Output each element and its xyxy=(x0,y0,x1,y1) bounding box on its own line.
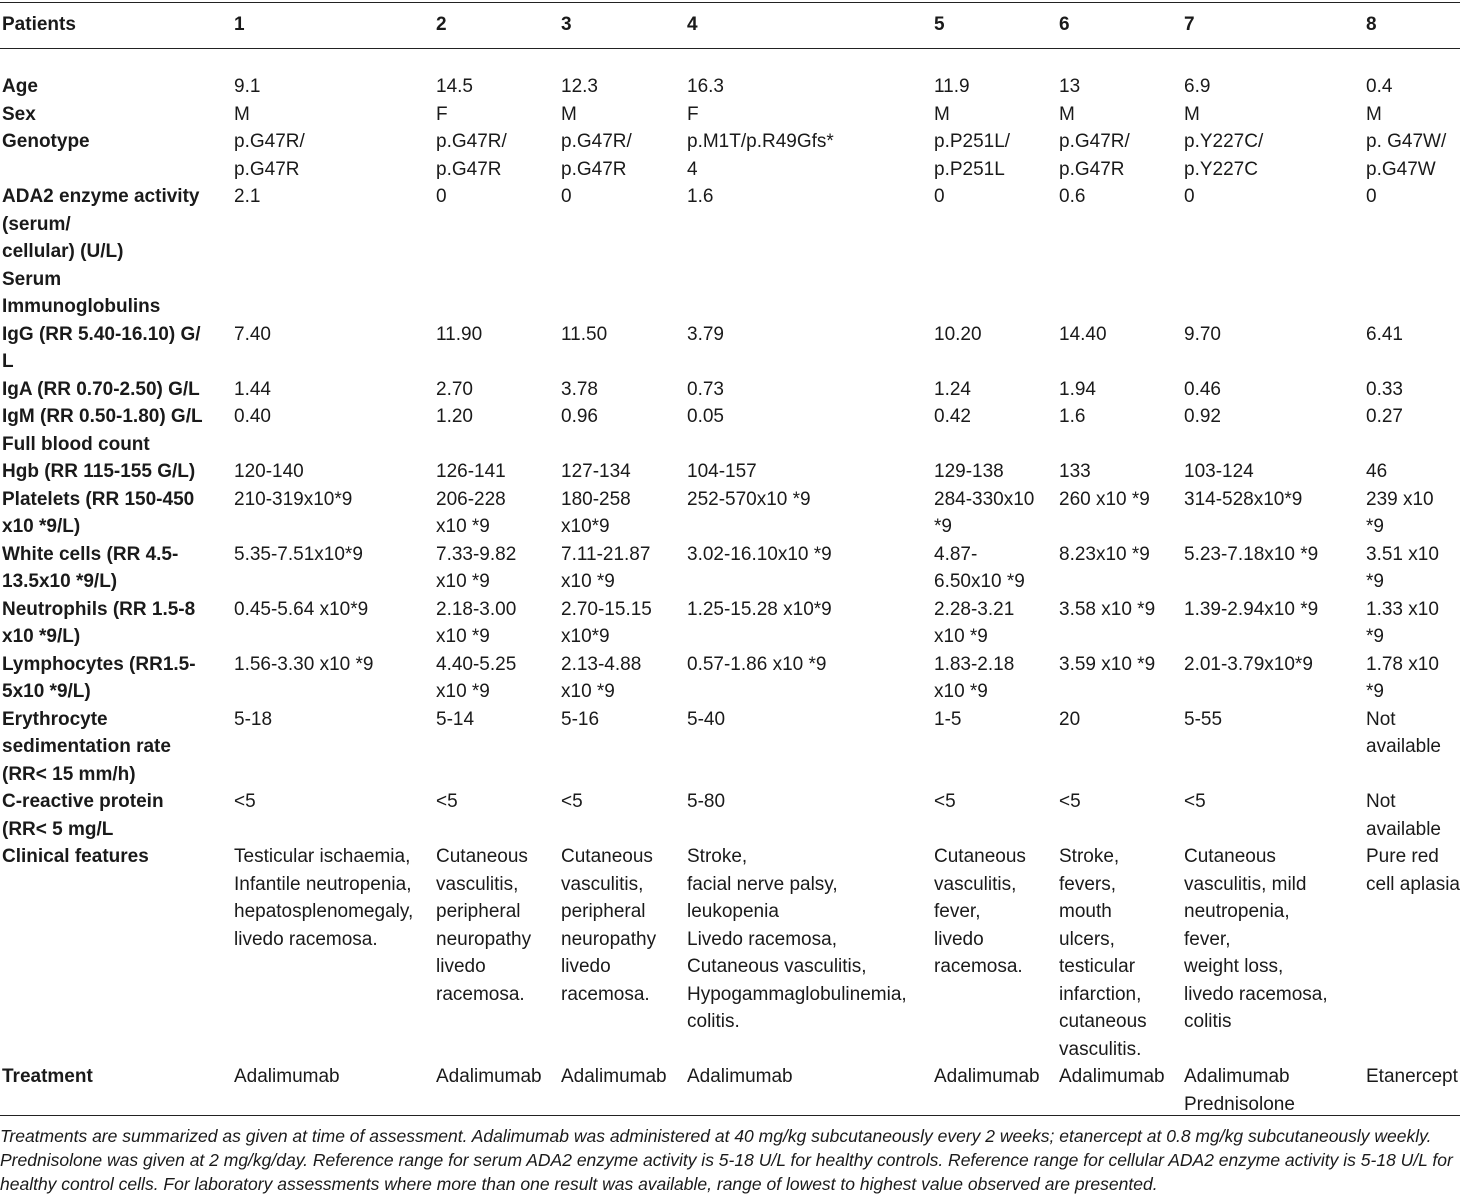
table-cell: 0.46 xyxy=(1184,378,1221,400)
table-cell: 2.13-4.88 x10 *9 xyxy=(561,653,642,702)
patients-table xyxy=(0,8,1460,1118)
table-cell: 3.02-16.10x10 *9 xyxy=(687,543,832,565)
header-patient-3: 3 xyxy=(561,14,572,35)
table-cell: Cutaneous vasculitis, peripheral neuropathy livedo racemosa. xyxy=(561,846,657,1005)
table-cell xyxy=(1057,266,1182,321)
row-label: Sex xyxy=(2,103,36,125)
table-cell: Cutaneous vasculitis, fever, livedo racemosa. xyxy=(934,846,1026,977)
table-cell: 206-228 x10 *9 xyxy=(436,488,506,537)
table-cell: 2.28-3.21 x10 *9 xyxy=(934,598,1015,647)
table-cell: Not available xyxy=(1366,791,1441,840)
table-cell xyxy=(434,431,559,459)
table-cell xyxy=(559,266,685,321)
table-cell: 12.3 xyxy=(561,76,598,97)
table-cell: 5-40 xyxy=(687,708,726,730)
header-patient-5: 5 xyxy=(934,14,945,35)
row-label: White cells (RR 4.5- 13.5x10 *9/L) xyxy=(2,543,179,592)
table-cell xyxy=(1182,266,1364,321)
table-cell: Adalimumab xyxy=(234,1066,340,1087)
row-label: Age xyxy=(2,76,38,97)
table-cell: 126-141 xyxy=(436,461,506,482)
table-cell: 2.01-3.79x10*9 xyxy=(1184,653,1313,675)
table-cell: 2.70-15.15 x10*9 xyxy=(561,598,652,647)
row-label: Clinical features xyxy=(2,846,149,867)
table-cell: 0.57-1.86 x10 *9 xyxy=(687,653,827,675)
table-cell: 252-570x10 *9 xyxy=(687,488,811,510)
table-cell: 14.40 xyxy=(1059,323,1107,345)
table-cell: Adalimumab xyxy=(561,1066,667,1087)
table-cell: 0.4 xyxy=(1366,76,1393,97)
table-cell: 11.90 xyxy=(436,323,483,345)
table-row xyxy=(0,403,1460,431)
table-cell: 4.87- 6.50x10 *9 xyxy=(934,543,1025,592)
table-cell: 0.92 xyxy=(1184,406,1221,427)
header-patient-4: 4 xyxy=(687,14,698,35)
table-cell: Stroke, fevers, mouth ulcers, testicular infarction, cutaneous vasculitis. xyxy=(1059,846,1147,1060)
header-patient-1: 1 xyxy=(234,14,245,35)
table-cell: 239 x10 *9 xyxy=(1366,488,1434,537)
row-label: Serum Immunoglobulins xyxy=(2,268,161,317)
row-label: Hgb (RR 115-155 G/L) xyxy=(2,461,196,482)
table-cell: M xyxy=(1059,103,1075,125)
table-cell: Adalimumab xyxy=(436,1066,542,1087)
table-cell: p.M1T/p.R49Gfs* 4 xyxy=(687,131,834,180)
table-cell: <5 xyxy=(436,791,458,812)
table-cell: 11.50 xyxy=(561,323,608,345)
table-cell xyxy=(232,431,434,459)
table-cell: 5-55 xyxy=(1184,708,1223,730)
table-row xyxy=(0,843,1460,1063)
table-cell: F xyxy=(687,103,699,125)
top-rule xyxy=(0,2,1460,3)
row-label: IgA (RR 0.70-2.50) G/L xyxy=(2,378,200,400)
table-cell xyxy=(685,266,932,321)
table-cell: Stroke, facial nerve palsy, leukopenia Livedo racemosa, Cutaneous vasculitis, Hypogammaglobulinemia, colitis. xyxy=(687,846,907,1032)
table-cell: Cutaneous vasculitis, mild neutropenia, fever, weight loss, livedo racemosa, colitis xyxy=(1184,846,1328,1032)
table-cell: Adalimumab Prednisolone xyxy=(1184,1066,1295,1115)
table-cell: 1.44 xyxy=(234,378,271,400)
table-cell: p.G47R/ p.G47R xyxy=(561,131,632,180)
table-cell: p. G47W/ p.G47W xyxy=(1366,131,1447,180)
row-label: Full blood count xyxy=(2,433,150,455)
table-cell: p.P251L/ p.P251L xyxy=(934,131,1011,180)
table-cell: 1.6 xyxy=(687,186,714,207)
table-row xyxy=(0,266,1460,321)
table-cell: 120-140 xyxy=(234,461,304,482)
table-cell: Testicular ischaemia, Infantile neutropenia, hepatosplenomegaly, livedo racemosa. xyxy=(234,846,414,950)
table-cell: <5 xyxy=(934,791,956,812)
table-cell: 0.05 xyxy=(687,406,724,427)
table-cell: 1.24 xyxy=(934,378,971,400)
table-cell: 6.41 xyxy=(1366,323,1403,345)
table-cell: 9.70 xyxy=(1184,323,1221,345)
table-cell: 6.9 xyxy=(1184,76,1211,97)
table-cell: 4.40-5.25 x10 *9 xyxy=(436,653,517,702)
row-label: Neutrophils (RR 1.5-8 x10 *9/L) xyxy=(2,598,196,647)
table-cell xyxy=(685,431,932,459)
table-cell: 7.40 xyxy=(234,323,271,345)
table-row xyxy=(0,101,1460,129)
table-cell: 1.20 xyxy=(436,406,473,427)
table-cell: 0 xyxy=(436,186,447,207)
table-cell xyxy=(1364,431,1460,459)
table-cell: 2.1 xyxy=(234,186,261,207)
table-cell: p.G47R/ p.G47R xyxy=(1059,131,1130,180)
table-cell: <5 xyxy=(1184,791,1206,812)
table-cell: 5.35-7.51x10*9 xyxy=(234,543,363,565)
table-cell: 1.78 x10 *9 xyxy=(1366,653,1439,702)
header-patient-6: 6 xyxy=(1059,14,1070,35)
table-cell: 5-80 xyxy=(687,791,726,812)
row-label: ADA2 enzyme activity (serum/ cellular) (U/L) xyxy=(2,186,200,262)
table-cell: 0.27 xyxy=(1366,406,1403,427)
table-cell: 0 xyxy=(934,186,945,207)
table-cell: 3.78 xyxy=(561,378,598,400)
table-cell xyxy=(434,266,559,321)
table-cell: F xyxy=(436,103,448,125)
table-cell: Adalimumab xyxy=(934,1066,1040,1087)
table-cell: M xyxy=(934,103,950,125)
table-cell: 11.9 xyxy=(934,76,970,97)
header-patient-8: 8 xyxy=(1366,14,1377,35)
table-cell: 5.23-7.18x10 *9 xyxy=(1184,543,1319,565)
table-cell: 7.11-21.87 x10 *9 xyxy=(561,543,651,592)
table-cell: 8.23x10 *9 xyxy=(1059,543,1150,565)
table-cell: 0 xyxy=(1184,186,1195,207)
table-row xyxy=(0,376,1460,404)
table-cell: M xyxy=(561,103,577,125)
table-cell: <5 xyxy=(234,791,256,812)
row-label: Lymphocytes (RR1.5- 5x10 *9/L) xyxy=(2,653,196,702)
table-cell: M xyxy=(1366,103,1382,125)
table-cell: <5 xyxy=(561,791,583,812)
table-cell: 104-157 xyxy=(687,461,757,482)
table-cell: 0.45-5.64 x10*9 xyxy=(234,598,369,620)
table-row xyxy=(0,49,1460,101)
header-row xyxy=(0,8,1460,49)
table-cell: 127-134 xyxy=(561,461,631,482)
row-label: Genotype xyxy=(2,131,90,152)
table-cell: 3.51 x10 *9 xyxy=(1366,543,1439,592)
table-cell: 133 xyxy=(1059,461,1091,482)
table-cell: 0 xyxy=(1366,186,1377,207)
table-cell xyxy=(232,266,434,321)
table-cell: 1.83-2.18 x10 *9 xyxy=(934,653,1015,702)
table-cell: 0 xyxy=(561,186,572,207)
table-cell: 0.6 xyxy=(1059,186,1086,207)
table-footnote: Treatments are summarized as given at time of assessment. Adalimumab was administered at 40 mg/kg subcutaneously every 2 weeks; etanercept at 0.8 mg/kg subcutaneously weekly. Prednisolone was given at 2 mg/kg/day. Reference range for serum ADA2 enzyme activity is 5-18 U/L for healthy controls. Reference range for cellular ADA2 enzyme activity is 5-18 U/L for healthy control cells. For laboratory assessments where more than one result was available, range of lowest to highest value observed are presented. xyxy=(0,1126,1453,1194)
table-cell: 0.73 xyxy=(687,378,724,400)
table-cell: p.G47R/ p.G47R xyxy=(436,131,507,180)
table-cell: 5-14 xyxy=(436,708,475,730)
table-row xyxy=(0,458,1460,486)
row-label: C-reactive protein (RR< 5 mg/L xyxy=(2,791,164,840)
table-row xyxy=(0,651,1460,706)
table-cell: 0.33 xyxy=(1366,378,1403,400)
table-row xyxy=(0,128,1460,183)
table-cell: Not available xyxy=(1366,708,1441,757)
table-cell: 1.56-3.30 x10 *9 xyxy=(234,653,374,675)
table-row xyxy=(0,1063,1460,1118)
table-cell: 210-319x10*9 xyxy=(234,488,353,510)
table-cell xyxy=(1057,431,1182,459)
table-cell: 9.1 xyxy=(234,76,261,97)
table-cell: 20 xyxy=(1059,708,1081,730)
table-cell xyxy=(559,431,685,459)
table-row xyxy=(0,706,1460,789)
table-cell: 14.5 xyxy=(436,76,473,97)
table-cell xyxy=(932,431,1057,459)
table-cell: 5-16 xyxy=(561,708,600,730)
table-cell: 46 xyxy=(1366,461,1388,482)
row-label: Platelets (RR 150-450 x10 *9/L) xyxy=(2,488,195,537)
table-cell: p.Y227C/ p.Y227C xyxy=(1184,131,1264,180)
table-cell: 1.39-2.94x10 *9 xyxy=(1184,598,1319,620)
table-cell xyxy=(1364,266,1460,321)
row-label: Erythrocyte sedimentation rate (RR< 15 mm/h) xyxy=(2,708,171,785)
table-cell xyxy=(1182,431,1364,459)
table-cell: Pure red cell aplasia xyxy=(1366,846,1460,895)
bottom-rule xyxy=(0,1115,1460,1116)
table-row xyxy=(0,486,1460,541)
table-cell: 180-258 x10*9 xyxy=(561,488,631,537)
table-cell: 7.33-9.82 x10 *9 xyxy=(436,543,517,592)
table-cell: 1.25-15.28 x10*9 xyxy=(687,598,832,620)
row-label: IgG (RR 5.40-16.10) G/ L xyxy=(2,323,201,372)
table-cell: p.G47R/ p.G47R xyxy=(234,131,305,180)
table-cell: 0.40 xyxy=(234,406,271,427)
table-cell: 2.70 xyxy=(436,378,473,400)
table-cell: 314-528x10*9 xyxy=(1184,488,1303,510)
table-cell: 3.58 x10 *9 xyxy=(1059,598,1156,620)
table-cell: 1.6 xyxy=(1059,406,1086,427)
table-cell: 5-18 xyxy=(234,708,273,730)
table-cell: 13 xyxy=(1059,76,1081,97)
table-cell: M xyxy=(234,103,250,125)
table-cell: 1.33 x10 *9 xyxy=(1366,598,1439,647)
table-cell: Adalimumab xyxy=(1059,1066,1165,1087)
table-cell: 1-5 xyxy=(934,708,962,730)
table-cell: 284-330x10 *9 xyxy=(934,488,1035,537)
table-cell: 129-138 xyxy=(934,461,1004,482)
table-cell: 16.3 xyxy=(687,76,724,97)
table-row xyxy=(0,183,1460,266)
table-cell: 3.59 x10 *9 xyxy=(1059,653,1156,675)
table-cell: Etanercept xyxy=(1366,1066,1458,1087)
table-row xyxy=(0,596,1460,651)
table-cell: 2.18-3.00 x10 *9 xyxy=(436,598,517,647)
table-cell: Cutaneous vasculitis, peripheral neuropathy livedo racemosa. xyxy=(436,846,532,1005)
table-cell: 3.79 xyxy=(687,323,724,345)
header-patient-2: 2 xyxy=(436,14,447,35)
table-cell: <5 xyxy=(1059,791,1081,812)
table-cell: M xyxy=(1184,103,1200,125)
table-cell: 0.42 xyxy=(934,406,971,427)
table-cell: 260 x10 *9 xyxy=(1059,488,1150,510)
table-cell: 1.94 xyxy=(1059,378,1096,400)
table-row xyxy=(0,541,1460,596)
table-cell: 0.96 xyxy=(561,406,598,427)
table-row xyxy=(0,431,1460,459)
header-patient-7: 7 xyxy=(1184,14,1195,35)
table-cell: Adalimumab xyxy=(687,1066,793,1087)
table-row xyxy=(0,321,1460,376)
row-label: IgM (RR 0.50-1.80) G/L xyxy=(2,406,203,427)
row-label: Treatment xyxy=(2,1066,93,1087)
table-cell xyxy=(932,266,1057,321)
table-cell: 103-124 xyxy=(1184,461,1254,482)
table-cell: 10.20 xyxy=(934,323,982,345)
table-row xyxy=(0,788,1460,843)
header-patients: Patients xyxy=(2,14,76,35)
